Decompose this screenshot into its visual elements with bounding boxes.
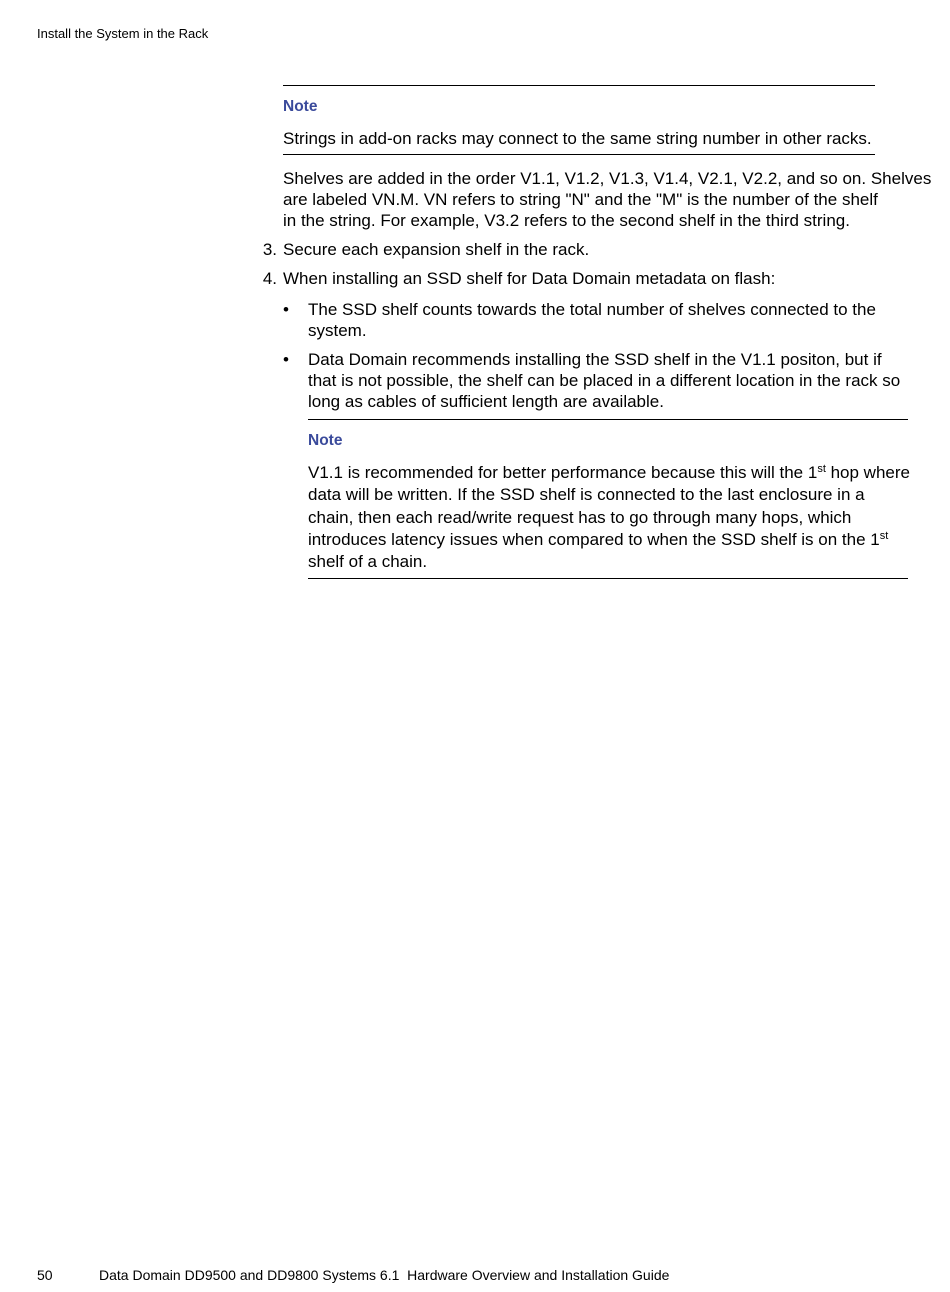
note-top-rule	[283, 85, 875, 86]
step-number: 3.	[262, 240, 277, 259]
bullet-text-line: that is not possible, the shelf can be placed in a different location in the rack so	[308, 371, 901, 390]
bullet-icon: •	[283, 300, 289, 319]
page-number: 50	[37, 1267, 53, 1283]
step-number: 4.	[262, 269, 277, 288]
footer-doc-title: Data Domain DD9500 and DD9800 Systems 6.1 Hardware Overview and Installation Guide	[99, 1267, 670, 1283]
note-text-line: chain, then each read/write request has to go through many hops, which	[308, 508, 852, 527]
step-text: When installing an SSD shelf for Data Domain metadata on flash:	[283, 269, 776, 288]
note-top-rule	[308, 419, 908, 420]
bullet-icon: •	[283, 350, 289, 369]
bullet-text-line: The SSD shelf counts towards the total number of shelves connected to the	[308, 300, 876, 319]
note-bottom-rule	[283, 154, 875, 155]
note-text-line	[308, 462, 910, 484]
shelves-paragraph-line: are labeled VN.M. VN refers to string "N" and the "M" is the number of the shelf	[283, 190, 878, 209]
ordinal-superscript: st	[879, 530, 889, 542]
note-text-line	[308, 529, 888, 551]
note-text-line: shelf of a chain.	[308, 552, 428, 571]
note-text: Strings in add-on racks may connect to the same string number in other racks.	[283, 129, 872, 148]
bullet-text-line: Data Domain recommends installing the SSD shelf in the V1.1 positon, but if	[308, 350, 882, 369]
note-text-fragment: V1.1 is recommended for better performance because this will the 1	[308, 463, 818, 482]
running-header: Install the System in the Rack	[37, 26, 209, 41]
ordinal-superscript: st	[817, 463, 826, 475]
note-text-fragment: hop where	[825, 463, 910, 482]
bullet-text-line: system.	[308, 321, 367, 340]
note-bottom-rule	[308, 578, 908, 579]
shelves-paragraph-line: in the string. For example, V3.2 refers to the second shelf in the third string.	[283, 211, 850, 230]
bullet-text-line: long as cables of sufficient length are available.	[308, 392, 664, 411]
step-text: Secure each expansion shelf in the rack.	[283, 240, 590, 259]
note-label: Note	[308, 432, 343, 449]
note-label: Note	[283, 98, 318, 115]
shelves-paragraph-line: Shelves are added in the order V1.1, V1.2, V1.3, V1.4, V2.1, V2.2, and so on. Shelves	[283, 169, 932, 188]
note-text-line: data will be written. If the SSD shelf is connected to the last enclosure in a	[308, 485, 865, 504]
note-text-fragment: introduces latency issues when compared to when the SSD shelf is on the 1	[308, 530, 880, 549]
